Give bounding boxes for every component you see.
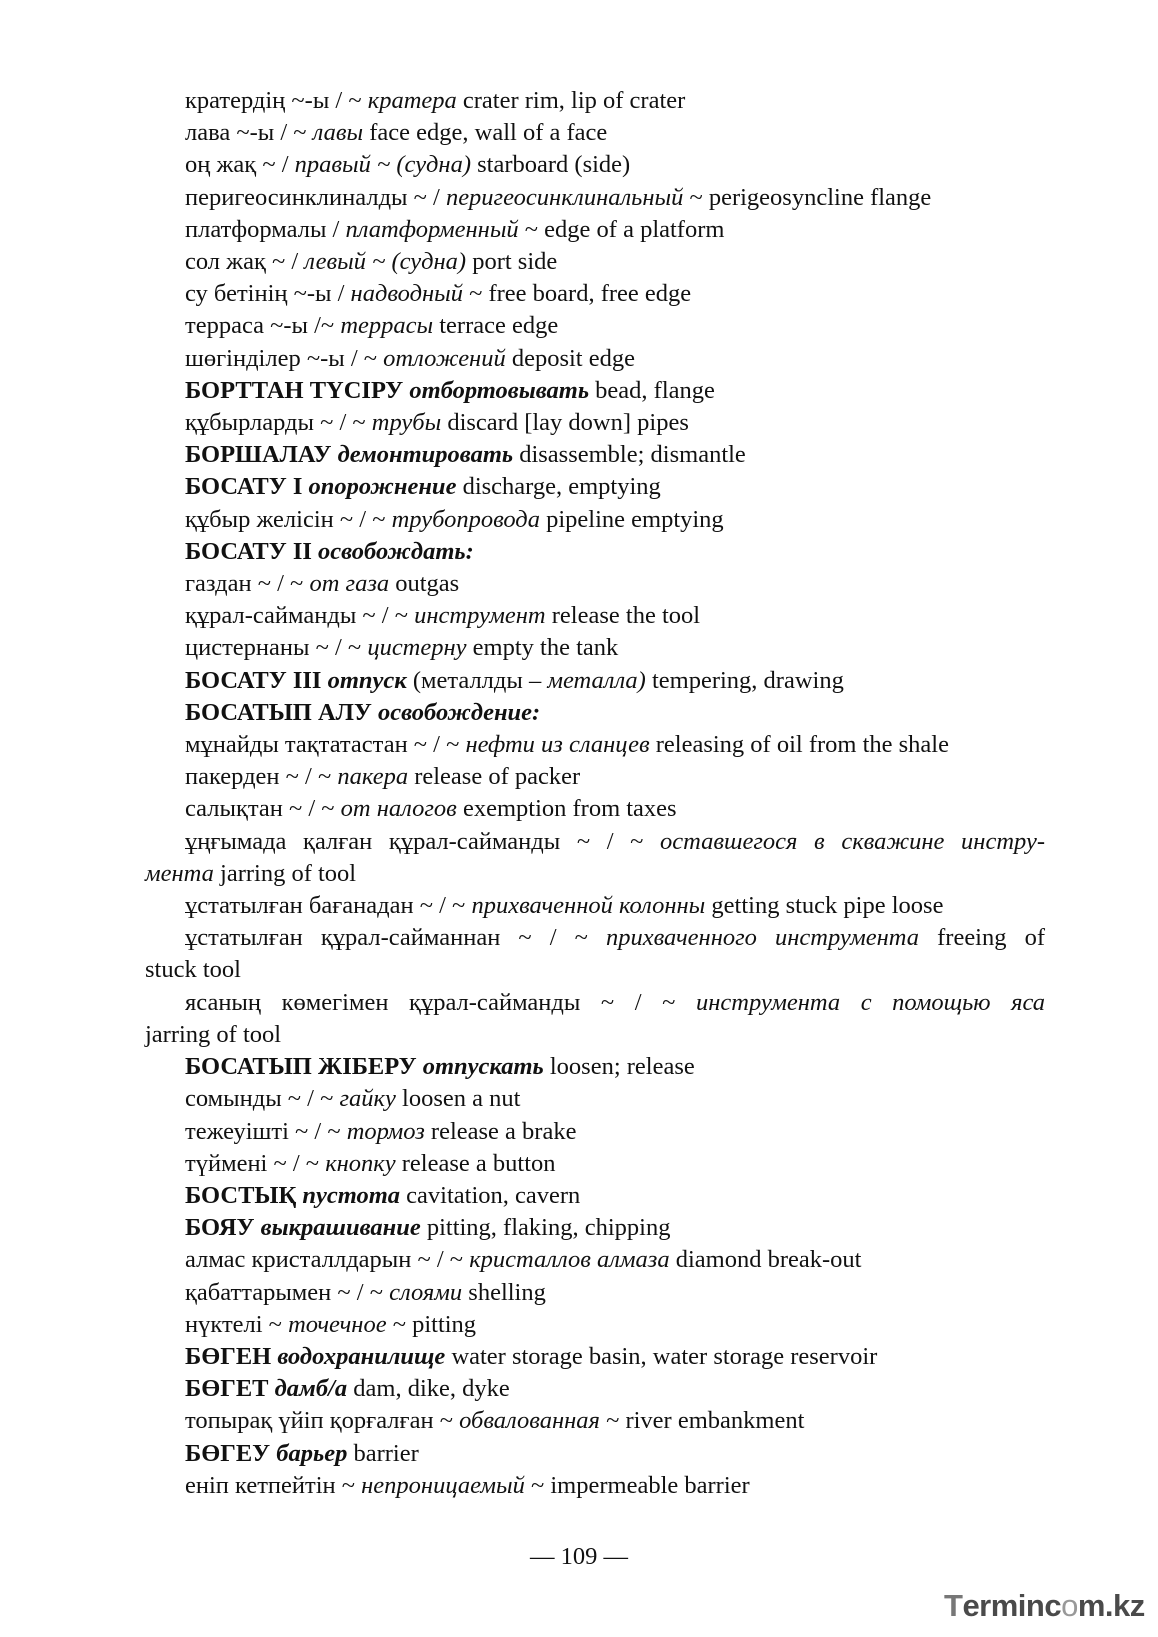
entry-text: face edge, wall of a face — [363, 119, 608, 147]
headword-entry — [145, 1212, 1045, 1244]
russian-headword: опорожнение — [308, 473, 457, 501]
russian-term: пакера — [337, 763, 409, 791]
sub-entry — [145, 1116, 1045, 1148]
russian-headword: отпуск — [327, 666, 407, 694]
russian-term: нефти из сланцев — [465, 731, 650, 759]
entry-text: құбырларды ~ / ~ — [185, 409, 372, 437]
russian-term: прихваченного инструмента — [605, 924, 920, 952]
kazakh-headword: БОСАТУ III — [185, 666, 328, 694]
russian-term: надводный — [350, 280, 463, 308]
entry-text: bead, flange — [589, 376, 715, 404]
headword-entry — [145, 665, 1045, 697]
entry-text: ұңғымада қалған құрал-сайманды ~ / ~ — [185, 827, 660, 855]
sub-entry — [145, 1277, 1045, 1309]
sub-entry — [145, 149, 1045, 181]
headword-entry — [145, 1373, 1045, 1405]
russian-term: непроницаемый — [361, 1471, 525, 1499]
entry-text: ~ pitting — [386, 1310, 477, 1338]
entry-text: ~ edge of a platform — [518, 215, 725, 243]
entry-text: water storage basin, water storage reservoir — [445, 1342, 878, 1370]
entry-text: release the tool — [545, 602, 701, 630]
russian-headword: дамб/а — [274, 1375, 348, 1403]
entry-text: құрал-сайманды ~ / ~ — [185, 602, 415, 630]
entry-text: кратердің ~-ы / ~ — [185, 87, 368, 114]
entry-text: лава ~-ы / ~ — [185, 119, 313, 147]
sub-entry — [145, 214, 1045, 246]
entry-text: shelling — [462, 1278, 546, 1306]
entry-text: оң жақ ~ / — [185, 151, 295, 179]
entry-text: terrace edge — [433, 312, 559, 340]
kazakh-headword: БОЯУ — [185, 1214, 261, 1242]
russian-term: от налогов — [340, 795, 457, 823]
entry-text: ясаның көмегімен құрал-сайманды ~ / ~ — [185, 988, 697, 1016]
watermark-text-part2: m.kz — [1077, 1588, 1145, 1623]
entry-text: crater rim, lip of crater — [456, 87, 686, 114]
entry-text: deposit edge — [505, 344, 635, 372]
entry-text: release a button — [395, 1149, 556, 1177]
russian-headword: выкрашивание — [260, 1214, 421, 1242]
entry-text: stuck tool — [145, 956, 241, 984]
headword-entry — [145, 1051, 1045, 1083]
magnifier-icon: o — [1061, 1588, 1078, 1623]
sub-entry — [145, 117, 1045, 149]
entry-text: disassemble; dismantle — [513, 441, 746, 469]
entry-text: алмас кристаллдарын ~ / ~ — [185, 1246, 470, 1274]
entry-text: қабаттарымен ~ / ~ — [185, 1278, 390, 1306]
entry-text: dam, dike, dyke — [347, 1375, 510, 1403]
headword-entry — [145, 1438, 1045, 1470]
russian-term: мента — [145, 859, 214, 887]
kazakh-headword: БОРТТАН ТҮСІРУ — [185, 376, 410, 404]
entry-text: тежеуішті ~ / ~ — [185, 1117, 347, 1145]
sub-entry — [145, 729, 1045, 761]
entry-text: tempering, drawing — [645, 666, 844, 694]
entry-text: мұнайды тақтатастан ~ / ~ — [185, 731, 466, 759]
kazakh-headword: БОСТЫҚ — [185, 1181, 303, 1209]
entry-text: құбыр желісін ~ / ~ — [185, 505, 392, 533]
headword-entry — [145, 1180, 1045, 1212]
kazakh-headword: БӨГЕТ — [185, 1375, 275, 1403]
entry-text: releasing of oil from the shale — [649, 731, 949, 759]
russian-term: инструмента с помощью яса — [696, 988, 1045, 1016]
entry-text: discharge, emptying — [456, 473, 661, 501]
entry-text: barrier — [347, 1439, 419, 1467]
russian-headword: демонтировать — [337, 441, 514, 469]
entry-text: сол жақ ~ / — [185, 248, 305, 276]
russian-term: гайку — [339, 1085, 396, 1113]
headword-entry — [145, 471, 1045, 503]
russian-term: лавы — [312, 119, 364, 147]
russian-term: террасы — [340, 312, 434, 340]
entry-text: port side — [466, 248, 558, 276]
russian-term: трубопровода — [391, 505, 540, 533]
russian-term: трубы — [371, 409, 442, 437]
entry-text: jarring of tool — [213, 859, 357, 887]
sub-entry — [145, 504, 1045, 536]
entry-text: outgas — [389, 570, 460, 598]
entry-text: getting stuck pipe loose — [705, 892, 944, 920]
kazakh-headword: БОСАТУ II — [185, 537, 319, 565]
entry-text: starboard (side) — [471, 151, 631, 179]
russian-term: металла) — [547, 666, 646, 694]
kazakh-headword: БОРШАЛАУ — [185, 441, 338, 469]
kazakh-headword: БОСАТУ I — [185, 473, 309, 501]
russian-headword: водохранилище — [277, 1342, 446, 1370]
russian-term: кнопку — [325, 1149, 396, 1177]
kazakh-headword: БӨГЕН — [185, 1342, 278, 1370]
russian-term: кристаллов алмаза — [469, 1246, 670, 1274]
sub-entry — [145, 922, 1045, 954]
entry-text: release of packer — [408, 763, 581, 791]
entry-text: freeing of — [919, 924, 1045, 952]
kazakh-headword: БОСАТЫП АЛУ — [185, 698, 379, 726]
russian-term: оставшегося в скважине инстру- — [660, 827, 1045, 855]
entry-text: loosen; release — [543, 1053, 695, 1081]
entry-text: сомынды ~ / ~ — [185, 1085, 340, 1113]
headword-entry — [145, 439, 1045, 471]
russian-term: обвалованная — [459, 1407, 600, 1435]
entry-text: ~ river embankment — [599, 1407, 805, 1435]
kazakh-headword: БОСАТЫП ЖІБЕРУ — [185, 1053, 423, 1081]
entry-text: release a brake — [424, 1117, 577, 1145]
entry-text: (металлды – — [406, 666, 548, 694]
entry-text: ұстатылған құрал-сайманнан ~ / ~ — [185, 924, 606, 952]
sub-entry — [145, 793, 1045, 825]
sub-entry — [145, 278, 1045, 310]
entry-text: платформалы / — [185, 215, 346, 243]
sub-entry — [145, 182, 1045, 214]
headword-entry — [145, 1341, 1045, 1373]
entry-text: cavitation, cavern — [400, 1181, 581, 1209]
entry-text: терраса ~-ы /~ — [185, 312, 341, 340]
entry-continuation — [145, 1019, 1045, 1051]
entry-text: газдан ~ / ~ — [185, 570, 310, 598]
sub-entry — [145, 761, 1045, 793]
sub-entry — [145, 890, 1045, 922]
russian-term: слоями — [389, 1278, 463, 1306]
entry-text: ~ free board, free edge — [462, 280, 692, 308]
termincom-watermark-logo — [944, 1584, 1149, 1628]
entry-text: ~ perigeosyncline flange — [683, 183, 932, 211]
sub-entry — [145, 568, 1045, 600]
entry-text: еніп кетпейтін ~ — [185, 1471, 362, 1499]
entry-text: перигеосинклиналды ~ / — [185, 183, 446, 211]
russian-headword: освобождать: — [318, 537, 474, 565]
entry-text: нүктелі ~ — [185, 1310, 289, 1338]
kazakh-headword: БӨГЕУ — [185, 1439, 277, 1467]
headword-entry — [145, 536, 1045, 568]
entry-text: empty the tank — [466, 634, 619, 662]
sub-entry — [145, 826, 1045, 858]
russian-term: от газа — [309, 570, 390, 598]
entry-text: ~ impermeable barrier — [524, 1471, 750, 1499]
sub-entry — [145, 1148, 1045, 1180]
entry-text: ұстатылған бағанадан ~ / ~ — [185, 892, 472, 920]
dictionary-entries — [145, 85, 1045, 1502]
entry-text: exemption from taxes — [456, 795, 677, 823]
sub-entry — [145, 1470, 1045, 1502]
sub-entry — [145, 600, 1045, 632]
sub-entry — [145, 1309, 1045, 1341]
russian-term: прихваченной колонны — [471, 892, 706, 920]
russian-headword: пустота — [302, 1181, 401, 1209]
entry-text: jarring of tool — [145, 1020, 282, 1048]
sub-entry — [145, 310, 1045, 342]
russian-headword: барьер — [276, 1439, 348, 1467]
entry-text: discard [lay down] pipes — [441, 409, 689, 437]
entry-text: loosen a nut — [395, 1085, 521, 1113]
russian-term: отложений — [383, 344, 506, 372]
entry-text: су бетінің ~-ы / — [185, 280, 351, 308]
entry-text: пакерден ~ / ~ — [185, 763, 338, 791]
headword-entry — [145, 697, 1045, 729]
sub-entry — [145, 407, 1045, 439]
entry-text: цистернаны ~ / ~ — [185, 634, 368, 662]
russian-term: кратера — [367, 87, 457, 114]
russian-term: платформенный — [345, 215, 519, 243]
russian-headword: отбортовывать — [409, 376, 590, 404]
watermark-text-part1: erminc — [962, 1588, 1062, 1623]
entry-text: топырақ үйіп қорғалған ~ — [185, 1407, 460, 1435]
sub-entry — [145, 1244, 1045, 1276]
entry-text: түймені ~ / ~ — [185, 1149, 326, 1177]
russian-term: перигеосинклинальный — [445, 183, 684, 211]
entry-text: pipeline emptying — [539, 505, 724, 533]
sub-entry — [145, 343, 1045, 375]
russian-headword: освобождение: — [378, 698, 541, 726]
entry-continuation — [145, 858, 1045, 890]
russian-term: цистерну — [367, 634, 467, 662]
russian-term: правый ~ (судна) — [294, 151, 471, 179]
watermark-letter-t: T — [944, 1588, 963, 1623]
sub-entry — [145, 1083, 1045, 1115]
entry-continuation — [145, 954, 1045, 986]
russian-term: левый ~ (судна) — [304, 248, 467, 276]
entry-text: diamond break-out — [669, 1246, 862, 1274]
headword-entry — [145, 375, 1045, 407]
sub-entry — [145, 246, 1045, 278]
entry-text: салықтан ~ / ~ — [185, 795, 341, 823]
entry-text: pitting, flaking, chipping — [420, 1214, 671, 1242]
sub-entry — [145, 1405, 1045, 1437]
sub-entry — [145, 632, 1045, 664]
sub-entry — [145, 987, 1045, 1019]
russian-term: тормоз — [346, 1117, 425, 1145]
russian-term: точечное — [288, 1310, 387, 1338]
sub-entry — [145, 85, 1045, 117]
entry-text: шөгінділер ~-ы / ~ — [185, 344, 384, 372]
page-number: — 109 — — [530, 1543, 628, 1570]
russian-term: инструмент — [414, 602, 546, 630]
russian-headword: отпускать — [422, 1053, 544, 1081]
